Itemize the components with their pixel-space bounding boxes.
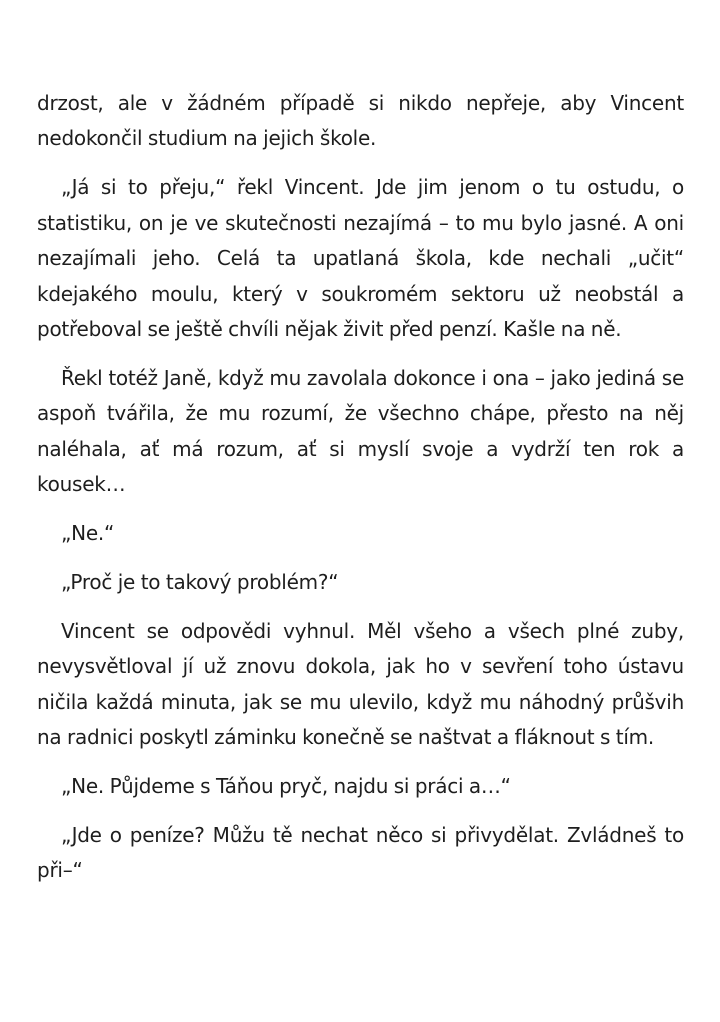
- paragraph: „Proč je to takový problém?“: [61, 569, 339, 594]
- paragraph: „Ne.“: [61, 520, 115, 545]
- paragraph: „Ne. Půjdeme s Táňou pryč, najdu si práci a…“: [61, 773, 511, 798]
- paragraph: „Já si to přeju,“ řekl Vincent. Jde jim jenom o tu ostudu, o statistiku, on je ve skutečnosti nezajímá – to mu bylo jasné. A oni nezajímali jeho. Celá ta upatlaná škola, kde nechali „učit“ kdejakého moulu, který v soukromém sektoru už neobstál a potřeboval se ještě chvíli nějak živit před penzí. Kašle na ně.: [37, 175, 684, 341]
- paragraph: „Jde o peníze? Můžu tě nechat něco si přivydělat. Zvládneš to při–“: [37, 822, 684, 883]
- book-page: [37, 86, 684, 902]
- paragraph: Řekl totéž Janě, když mu zavolala dokonce i ona – jako jediná se aspoň tvářila, že mu rozumí, že všechno chápe, přesto na něj naléhala, ať má rozum, ať si myslí svoje a vydrží ten rok a kousek…: [37, 365, 684, 497]
- paragraph: Vincent se odpovědi vyhnul. Měl všeho a všech plné zuby, nevysvětloval jí už znovu dokola, jak ho v sevření toho ústavu ničila každá minuta, jak se mu ulevilo, když mu náhodný průšvih na radnici poskytl záminku konečně se naštvat a fláknout s tím.: [37, 618, 684, 749]
- paragraph: drzost, ale v žádném případě si nikdo nepřeje, aby Vincent nedokončil studium na jejich škole.: [37, 91, 684, 151]
